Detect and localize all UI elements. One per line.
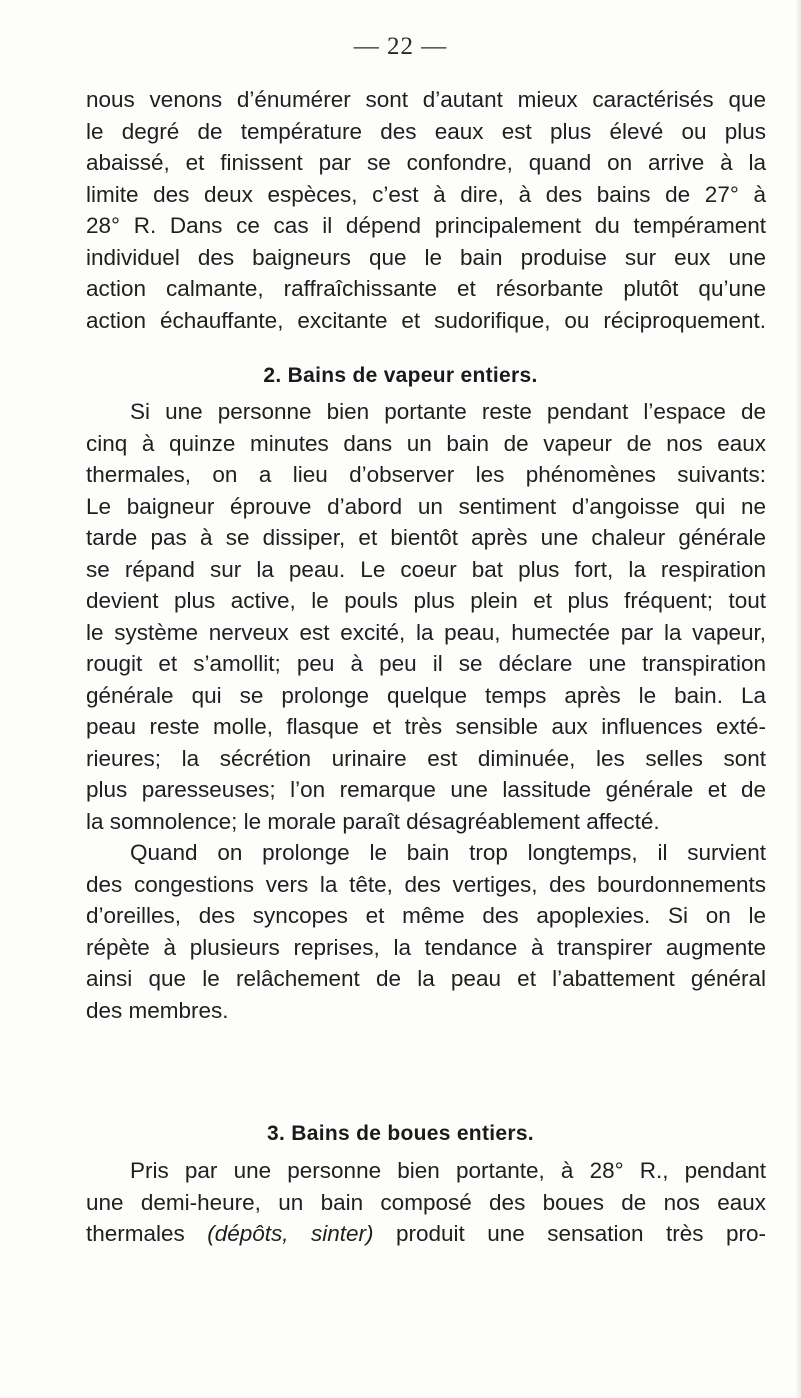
text-line: des membres. xyxy=(86,997,229,1023)
text-line-mixed xyxy=(86,1218,766,1250)
text-line: ainsi que le relâchement de la peau et l’abattement général xyxy=(86,966,766,991)
text-line: la somnolence; le morale paraît désagréablement affecté. xyxy=(86,808,660,834)
text-line: Pris par une personne bien portante, à 28° R., pendant xyxy=(130,1158,766,1183)
page-number: — 22 — xyxy=(353,33,448,60)
text-line: rieures; la sécrétion urinaire est diminuée, les selles sont xyxy=(86,745,766,771)
text-line: Si une personne bien portante reste pendant l’espace de xyxy=(130,399,766,424)
text-line: 28° R. Dans ce cas il dépend principalement du tempérament xyxy=(86,213,766,238)
text-line: rougit et s’amollit; peu à peu il se déclare une transpiration xyxy=(86,651,766,676)
text-segment: thermales xyxy=(86,1221,208,1246)
paragraph-1 xyxy=(86,84,766,336)
text-line: d’oreilles, des syncopes et même des apoplexies. Si on le xyxy=(86,903,766,928)
text-line: action calmante, raffraîchissante et résorbante plutôt qu’une xyxy=(86,276,766,301)
text-line: une demi-heure, un bain composé des boues de nos eaux xyxy=(86,1189,766,1215)
text-line: nous venons d’énumérer sont d’autant mieux caractérisés que xyxy=(86,87,766,112)
section-heading-boues: 3. Bains de boues entiers. xyxy=(267,1122,534,1145)
text-line: peau reste molle, flasque et très sensible aux influences exté- xyxy=(86,714,766,739)
paragraph-boues xyxy=(86,1155,766,1250)
text-line: abaissé, et finissent par se confondre, quand on arrive à la xyxy=(86,150,766,175)
section-heading-vapeur: 2. Bains de vapeur entiers. xyxy=(263,364,538,387)
text-segment: produit une sensation très pro- xyxy=(373,1221,766,1246)
italic-term: (dépôts, sinter) xyxy=(207,1221,374,1246)
text-line: devient plus active, le pouls plus plein et plus fréquent; tout xyxy=(86,588,766,613)
text-line: thermales, on a lieu d’observer les phénomènes suivants: xyxy=(86,462,766,487)
text-line: répète à plusieurs reprises, la tendance à transpirer augmente xyxy=(86,934,766,960)
text-line: individuel des baigneurs que le bain produise sur eux une xyxy=(86,244,766,270)
text-line: plus paresseuses; l’on remarque une lassitude générale et de xyxy=(86,777,766,802)
page-edge-shadow xyxy=(795,0,801,1398)
text-line: Quand on prolonge le bain trop longtemps, il survient xyxy=(130,840,766,865)
text-line: tarde pas à se dissiper, et bientôt après une chaleur générale xyxy=(86,525,766,550)
text-line: le degré de température des eaux est plus élevé ou plus xyxy=(86,118,766,144)
text-line: générale qui se prolonge quelque temps après le bain. La xyxy=(86,682,766,708)
text-line: cinq à quinze minutes dans un bain de vapeur de nos eaux xyxy=(86,430,766,456)
text-line: le système nerveux est excité, la peau, humectée par la vapeur, xyxy=(86,619,766,645)
text-line: Le baigneur éprouve d’abord un sentiment d’angoisse qui ne xyxy=(86,493,766,519)
paragraph-vapeur xyxy=(86,396,766,1026)
text-line: action échauffante, excitante et sudorifique, ou réciproquement. xyxy=(86,307,766,333)
text-line: se répand sur la peau. Le coeur bat plus fort, la respiration xyxy=(86,556,766,582)
text-line: limite des deux espèces, c’est à dire, à des bains de 27° à xyxy=(86,181,766,207)
text-line: des congestions vers la tête, des vertiges, des bourdonnements xyxy=(86,871,766,897)
